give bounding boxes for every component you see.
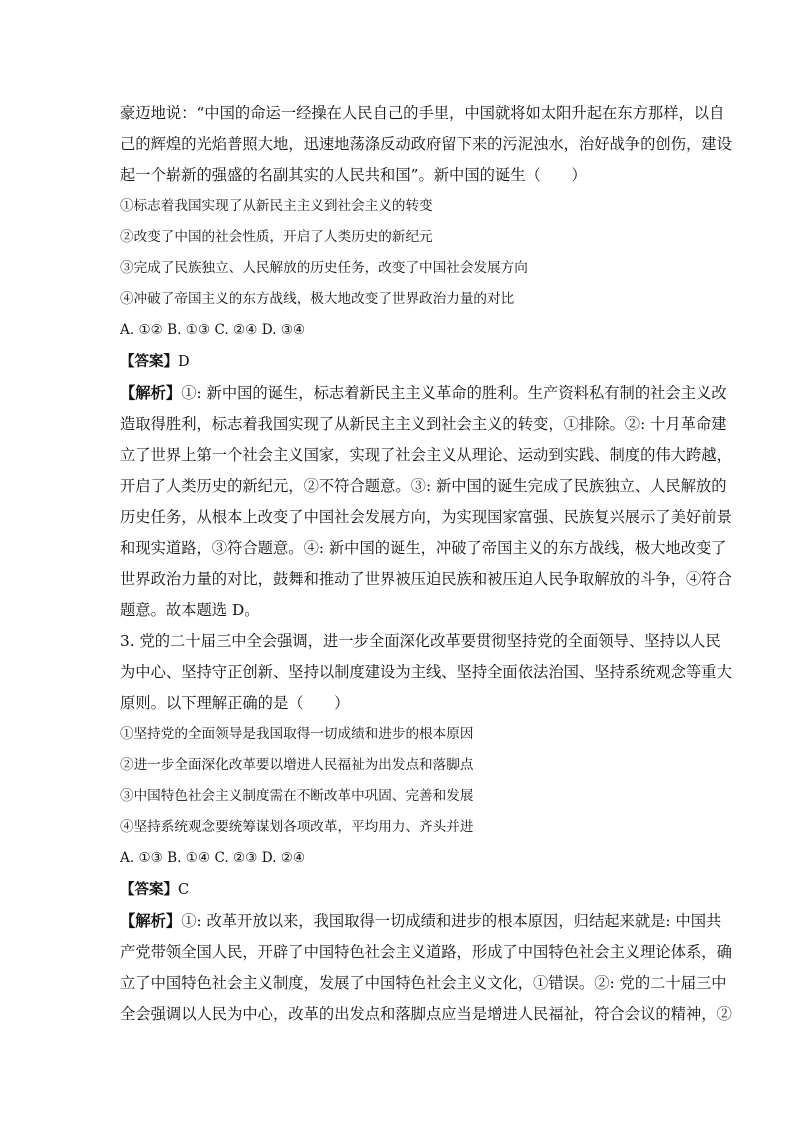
q3-analysis-text-1: ①: 改革开放以来，我国取得一切成绩和进步的根本原因，归结起来就是: 中国共 <box>181 912 722 930</box>
q3-stem-line-1: 3. 党的二十届三中全会强调，进一步全面深化改革要贯彻坚持党的全面领导、坚持以人民 <box>120 632 721 650</box>
document-page <box>120 98 732 1030</box>
q2-analysis-line-6: 和现实道路，③符合题意。④: 新中国的诞生，冲破了帝国主义的东方战线，极大地改变了 <box>120 539 727 557</box>
q2-analysis-text-1: ①: 新中国的诞生，标志着新民主主义革命的胜利。生产资料私有制的社会主义改 <box>181 384 727 402</box>
q2-analysis-line-7: 世界政治力量的对比，鼓舞和推动了世界被压迫民族和被压迫人民争取解放的斗争，④符合 <box>120 570 732 588</box>
q2-option-2: ②改变了中国的社会性质，开启了人类历史的新纪元 <box>120 229 433 245</box>
q2-stem-line-1: 豪迈地说：“中国的命运一经操在人民自己的手里，中国就将如太阳升起在东方那样，以自 <box>120 104 725 122</box>
q2-analysis-line-1 <box>120 378 727 409</box>
q3-option-2: ②进一步全面深化改革要以增进人民福祉为出发点和落脚点 <box>120 757 474 773</box>
q2-analysis-line-4: 开启了人类历史的新纪元，②不符合题意。③: 新中国的诞生完成了民族独立、人民解放的 <box>120 477 727 495</box>
q3-analysis-line-2: 产党带领全国人民，开辟了中国特色社会主义道路，形成了中国特色社会主义理论体系，确 <box>120 943 732 961</box>
q2-analysis-line-5: 历史任务，从根本上改变了中国社会发展方向，为实现国家富强、民族复兴展示了美好前景 <box>120 508 732 526</box>
q2-stem-line-2: 己的辉煌的光焰普照大地，迅速地荡涤反动政府留下来的污泥浊水，治好战争的创伤，建设 <box>120 135 732 153</box>
q2-choices: A. ①② B. ①③ C. ②④ D. ③④ <box>120 322 306 338</box>
q2-option-3: ③完成了民族独立、人民解放的历史任务，改变了中国社会发展方向 <box>120 260 528 276</box>
q2-analysis-line-8: 题意。故本题选 D。 <box>120 601 260 619</box>
q2-stem-line-3: 起一个崭新的强盛的名副其实的人民共和国”。新中国的诞生（ ） <box>120 166 587 184</box>
q3-answer-tag: 【答案】 <box>120 881 178 898</box>
q2-option-4: ④冲破了帝国主义的东方战线，极大地改变了世界政治力量的对比 <box>120 291 515 307</box>
q3-option-1: ①坚持党的全面领导是我国取得一切成绩和进步的根本原因 <box>120 726 474 742</box>
q3-analysis-line-4: 全会强调以人民为中心，改革的出发点和落脚点应当是增进人民福祉，符合会议的精神，② <box>120 1005 732 1023</box>
q3-stem-line-3: 原则。以下理解正确的是（ ） <box>120 694 350 712</box>
q3-choices: A. ①③ B. ①④ C. ②③ D. ②④ <box>120 850 306 866</box>
q3-analysis-line-3: 立了中国特色社会主义制度，发展了中国特色社会主义文化，①错误。②: 党的二十届三中 <box>120 974 727 992</box>
q3-analysis-tag: 【解析】 <box>120 912 182 930</box>
q2-analysis-tag: 【解析】 <box>120 384 182 402</box>
q3-answer-value: C <box>178 882 190 898</box>
q2-option-1: ①标志着我国实现了从新民主主义到社会主义的转变 <box>120 198 433 214</box>
q3-analysis-line-1 <box>120 906 722 937</box>
q2-answer-tag: 【答案】 <box>120 353 178 370</box>
q3-option-3: ③中国特色社会主义制度需在不断改革中巩固、完善和发展 <box>120 788 474 804</box>
q2-answer <box>120 346 680 378</box>
q3-option-4: ④坚持系统观念要统筹谋划各项改革，平均用力、齐头并进 <box>120 819 474 835</box>
q3-answer <box>120 874 680 906</box>
q2-answer-value: D <box>178 354 190 370</box>
q2-analysis-line-2: 造取得胜利，标志着我国实现了从新民主主义到社会主义的转变，①排除。②: 十月革命建 <box>120 415 727 433</box>
q2-analysis-line-3: 立了世界上第一个社会主义国家，实现了社会主义从理论、运动到实践、制度的伟大跨越， <box>120 446 732 464</box>
q3-stem-line-2: 为中心、坚持守正创新、坚持以制度建设为主线、坚持全面依法治国、坚持系统观念等重大 <box>120 663 732 681</box>
